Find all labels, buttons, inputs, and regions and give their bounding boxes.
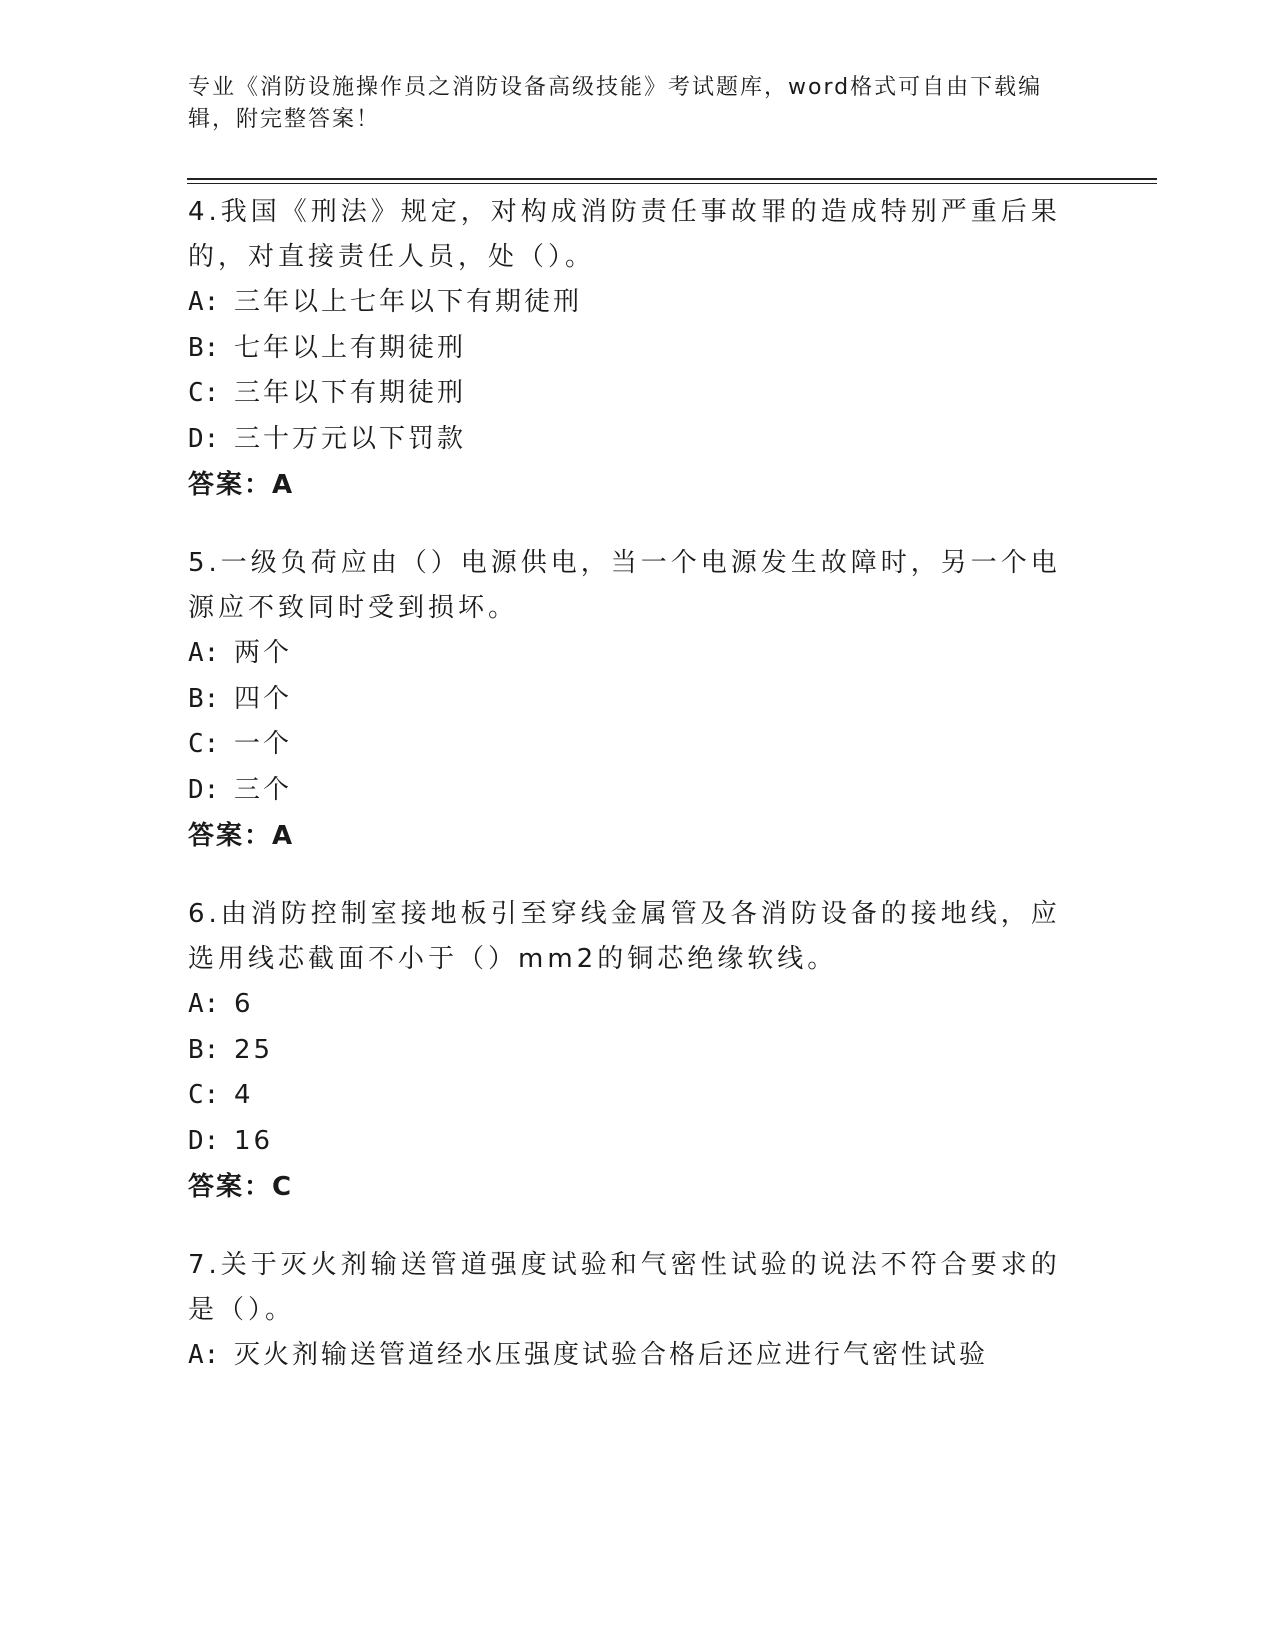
answer-line: 答案：A: [188, 821, 295, 851]
option-c: [188, 1073, 1068, 1119]
option-letter: A:: [188, 638, 220, 668]
question-list: [188, 190, 1068, 1412]
option-a: [188, 982, 1068, 1028]
option-d: [188, 1119, 1068, 1165]
option-text: 6: [234, 989, 254, 1019]
option-text: 四个: [234, 683, 293, 714]
question-stem: 5.一级负荷应由（）电源供电，当一个电源发生故障时，另一个电源应不致同时受到损坏。: [188, 548, 1061, 623]
option-text: 三年以下有期徒刑: [234, 378, 467, 408]
option-b: [188, 1028, 1068, 1074]
option-b: [188, 326, 1068, 372]
question-stem: 4.我国《刑法》规定，对构成消防责任事故罪的造成特别严重后果的，对直接责任人员，处（）。: [188, 197, 1061, 272]
option-letter: A:: [188, 989, 220, 1019]
option-letter: B:: [188, 1034, 220, 1065]
option-letter: A:: [188, 287, 220, 317]
option-letter: A:: [188, 1340, 220, 1370]
question-7: [188, 1243, 1068, 1379]
option-letter: D:: [188, 423, 220, 454]
option-text: 三十万元以下罚款: [234, 423, 467, 454]
option-text: 三年以上七年以下有期徒刑: [234, 287, 583, 317]
option-a: [188, 631, 1068, 677]
option-letter: B:: [188, 683, 220, 714]
option-d: [188, 768, 1068, 814]
question-5: [188, 541, 1068, 859]
option-letter: C:: [188, 729, 220, 759]
question-stem: 6.由消防控制室接地板引至穿线金属管及各消防设备的接地线，应选用线芯截面不小于（）mm2的铜芯绝缘软线。: [188, 899, 1061, 974]
option-text: 16: [234, 1125, 274, 1156]
option-text: 七年以上有期徒刑: [234, 332, 467, 363]
document-header: 专业《消防设施操作员之消防设备高级技能》考试题库，word格式可自由下载编辑，附完整答案！: [188, 75, 1043, 132]
option-text: 25: [234, 1034, 274, 1065]
option-text: 两个: [234, 638, 293, 668]
option-c: [188, 722, 1068, 768]
option-letter: C:: [188, 378, 220, 408]
question-6: [188, 892, 1068, 1210]
question-4: [188, 190, 1068, 508]
question-stem: 7.关于灭火剂输送管道强度试验和气密性试验的说法不符合要求的是（）。: [188, 1250, 1061, 1325]
option-c: [188, 371, 1068, 417]
option-a: [188, 280, 1068, 326]
option-text: 灭火剂输送管道经水压强度试验合格后还应进行气密性试验: [234, 1340, 989, 1370]
option-letter: B:: [188, 332, 220, 363]
option-text: 三个: [234, 774, 293, 805]
option-letter: C:: [188, 1080, 220, 1110]
option-text: 4: [234, 1080, 254, 1110]
option-text: 一个: [234, 729, 293, 759]
option-letter: D:: [188, 774, 220, 805]
option-a: [188, 1333, 1068, 1379]
option-d: [188, 417, 1068, 463]
header-divider-thick: [187, 178, 1157, 180]
header-divider-thin: [187, 183, 1157, 184]
option-letter: D:: [188, 1125, 220, 1156]
option-b: [188, 677, 1068, 723]
answer-line: 答案：C: [188, 1172, 294, 1202]
answer-line: 答案：A: [188, 470, 295, 500]
